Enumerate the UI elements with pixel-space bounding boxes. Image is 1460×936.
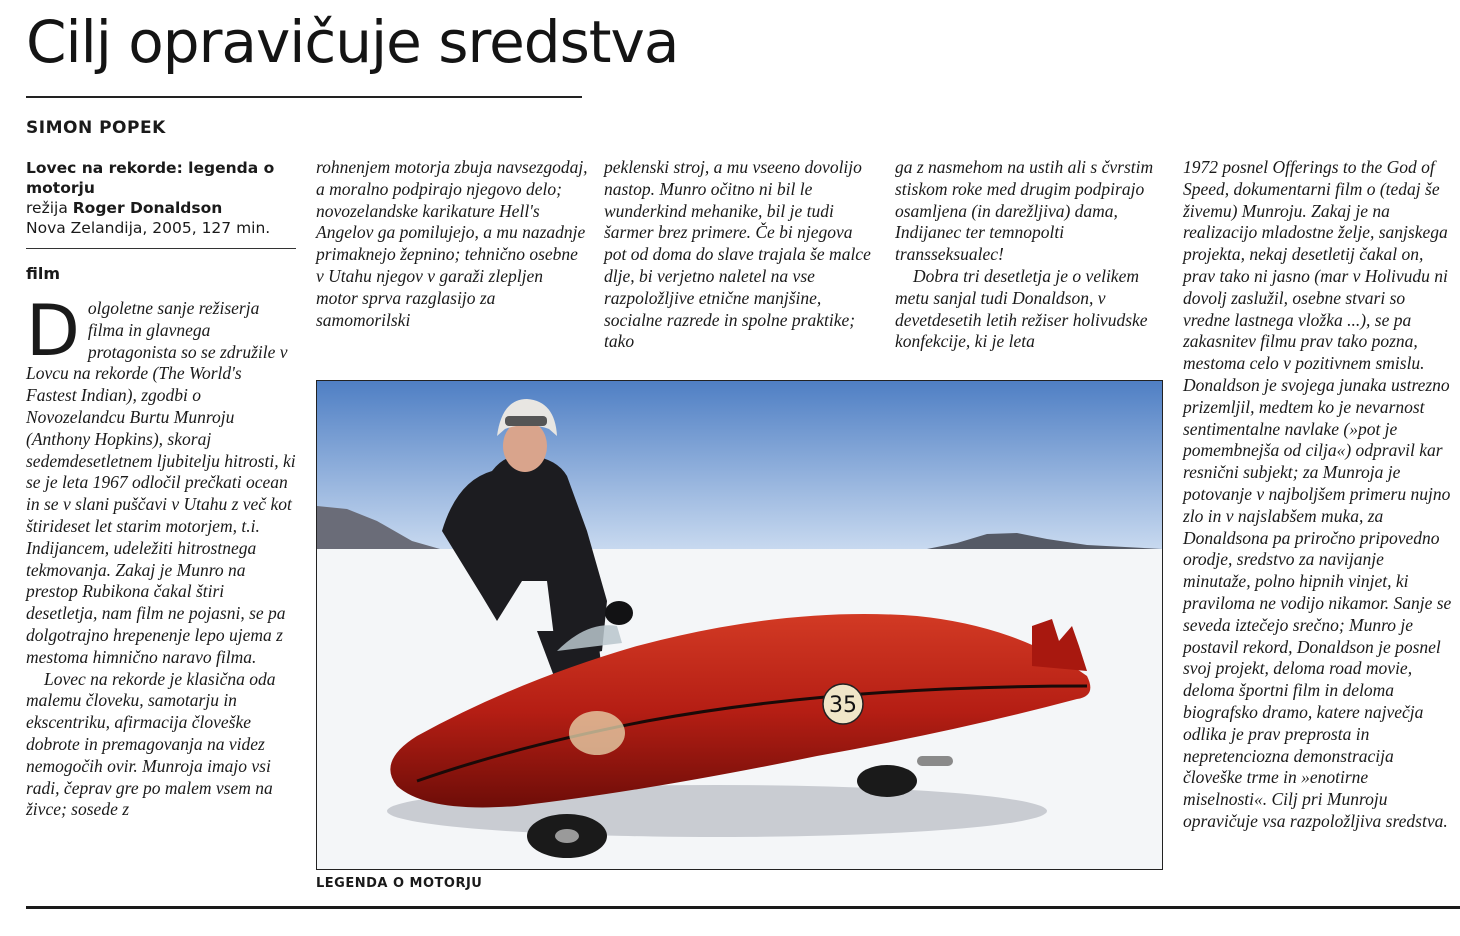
column-4-paragraph-1: ga z nasmehom na ustih ali s čvrstim stiskom roke med drugim podpirajo osamljena (in darežljiva) dama, Indijanec ter temnopolti transseksualec! (895, 157, 1154, 265)
sky (317, 381, 1162, 551)
article-photo (316, 380, 1163, 870)
rider-glove (605, 601, 633, 625)
indian-logo (569, 711, 625, 755)
headline: Cilj opravičuje sredstva (26, 8, 679, 76)
director-name: Roger Donaldson (72, 199, 223, 217)
director-line (26, 198, 296, 218)
column-1-paragraph-2: Lovec na rekorde je klasična oda malemu človeku, samotarju in ekscentriku, afirmacija človeške dobrote in premagovanja na videz nemogočih ovir. Munroja imajo vsi radi, čeprav gre po malem vsem na živce; sosede z (26, 668, 276, 820)
rear-wheel (857, 765, 917, 797)
film-info-box (26, 158, 296, 238)
section-label: film (26, 264, 61, 283)
bottom-rule (26, 906, 1460, 909)
race-number: 35 (829, 693, 857, 718)
column-5 (1183, 157, 1453, 833)
info-rule (26, 248, 296, 249)
column-1-paragraph-1: olgoletne sanje režiserja filma in glavnega protagonista so se združile v Lovcu na rekorde (The World's Fastest Indian), zgodbi o Novozelandcu Burtu Munroju (Anthony Hopkins), skoraj sedemdesetletnem ljubitelju hitrosti, ki se je leta 1967 odločil prečkati ocean in se v slani puščavi v Utahu z več kot štirideset let starim motorjem, t.i. Indijancem, udeležiti hitrostnega tekmovanja. Zakaj je Munro na prestop Rubikona čakal štiri desetletja, nam film ne pojasni, se pa dolgotrajno hrepenenje lepo ujema z mestoma himnično naravo filma. (26, 298, 296, 667)
film-title: Lovec na rekorde: legenda o motorju (26, 159, 275, 197)
photo-caption: LEGENDA O MOTORJU (316, 876, 483, 891)
column-4-paragraph-2: Dobra tri desetletja je o velikem metu sanjal tudi Donaldson, v devetdesetih letih režiser holivudske konfekcije, ki je leta (895, 265, 1148, 352)
column-2 (316, 157, 588, 331)
headline-rule (26, 96, 582, 98)
drop-cap: D (26, 290, 80, 372)
column-3 (604, 157, 876, 353)
photo-illustration (317, 381, 1162, 869)
column-2-text: rohnenjem motorja zbuja navsezgodaj, a moralno podpirajo njegovo delo; novozelandske karikature Hell's Angelov ga pomilujejo, a mu nazadnje primaknejo žepnino; tehnično osebne v Utahu njegov v garaži zlepljen motor sprva razglasijo za samomorilski (316, 157, 588, 330)
column-1 (26, 290, 296, 821)
rider-face (503, 420, 547, 472)
director-prefix: režija (26, 199, 73, 217)
exhaust-pipe (917, 756, 953, 766)
column-4 (895, 157, 1167, 353)
front-hub (555, 829, 579, 843)
production-line: Nova Zelandija, 2005, 127 min. (26, 219, 271, 237)
column-5-text: 1972 posnel Offerings to the God of Speed, dokumentarni film o (tedaj še živemu) Munroju. Zakaj je na realizacijo mladostne želje, sanjskega projekta, nekaj desetletij čakal on, prav tako ni jasno (mar v Holivudu ni dovolj zaslužil, osebne stvari so vredne lastnega vložka ...), se pa zakasnitev filmu prav tako pozna, mestoma celo v pozitivnem smislu. Donaldson je svojega junaka ustrezno prizemljil, medtem ko je nevarnost sentimentalne navlake (»pot je pomembnejša od cilja«) odpravil kar resnični subjekt; za Munroja je potovanje v najboljšem primeru nujno zlo in v najslabšem muka, za Donaldsona pa priročno pripovedno orodje, sredstvo za navijanje minutaže, polno hipnih vinjet, ki praviloma ne vodijo nikamor. Sanje se seveda iztečejo srečno; Munro je postavil rekord, Donaldson je posnel svoj projekt, deloma road movie, deloma športni film in deloma biografsko dramo, katere največja odlika je prav preprosta in nepretenciozna demonstracija človeške trme in »enotirne miselnosti«. Cilj pri Munroju opravičuje vsa razpoložljiva sredstva. (1183, 157, 1452, 831)
rider-goggles (505, 416, 547, 426)
byline: SIMON POPEK (26, 118, 166, 138)
column-3-text: peklenski stroj, a mu vseeno dovolijo nastop. Munro očitno ni bil le wunderkind mehanike, bil je tudi šarmer brez primere. Če bi njegova pot od doma do slave trajala še malce dlje, bi verjetno naletel na vse razpoložljive etnične manjšine, socialne razrede in spolne praktike; tako (604, 157, 871, 352)
